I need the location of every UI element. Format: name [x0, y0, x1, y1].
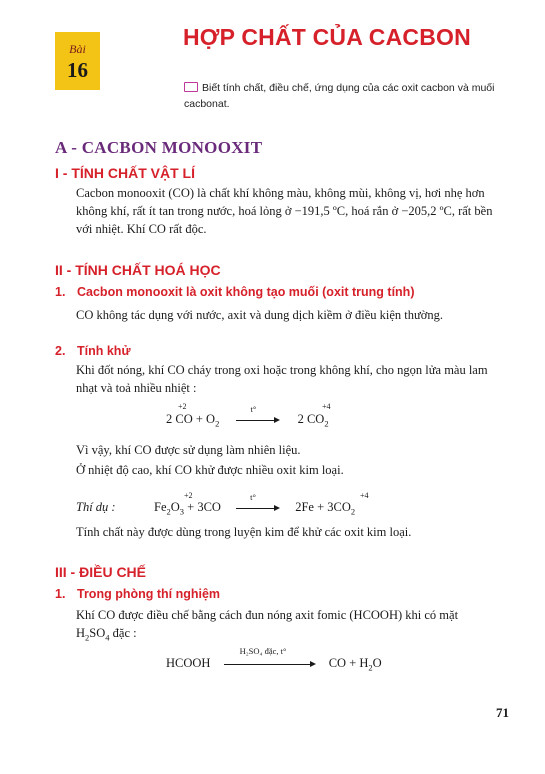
lesson-number: 16 — [67, 58, 88, 82]
objective — [184, 80, 504, 112]
oxidation-state: +2 — [178, 402, 187, 411]
sub-number: 1. — [55, 587, 66, 601]
formula: O — [372, 656, 382, 670]
text-reduce: Ở nhiệt độ cao, khí CO khử được nhiều oxit kim loại. — [76, 463, 344, 477]
coefficient: + 3 — [187, 500, 204, 514]
lesson-badge — [55, 32, 100, 90]
equation-right: 2Fe + 3 — [295, 500, 334, 514]
page-title: HỢP CHẤT CỦA CACBON — [183, 24, 471, 50]
sub-heading-2-1 — [55, 285, 414, 299]
oxidation-state: +2 — [184, 491, 193, 500]
subscript: 2 — [166, 506, 171, 517]
text: đặc : — [109, 626, 137, 640]
subscript: 2 — [215, 418, 220, 429]
objective-text: Biết tính chất, điều chế, ứng dụng của các oxit cacbon và muối cacbonat. — [184, 82, 495, 110]
reaction-condition: t° — [250, 404, 257, 414]
equation-left: 2 CO + O — [166, 412, 216, 426]
equation-left: HCOOH — [166, 656, 211, 670]
lesson-label: Bài — [69, 42, 86, 56]
folder-icon — [184, 82, 198, 92]
section-2-heading: II - TÍNH CHẤT HOÁ HỌC — [55, 262, 221, 278]
formula: CO — [203, 500, 221, 514]
equation-2 — [76, 492, 356, 517]
sub-2-2-text: Khi đốt nóng, khí CO cháy trong oxi hoặc trong không khí, cho ngọn lửa màu lam nhạt và toả nhiều nhiệt : — [76, 363, 488, 395]
formula: O — [170, 500, 180, 514]
formula: CO — [333, 500, 351, 514]
sub-title: Tính khử — [77, 344, 131, 358]
equation-3 — [166, 646, 382, 673]
equation-right: 2 CO — [297, 412, 325, 426]
section-1-heading: I - TÍNH CHẤT VẬT LÍ — [55, 165, 195, 181]
text-line — [76, 624, 508, 647]
sub-number: 2. — [55, 344, 66, 358]
subscript: 4 — [105, 632, 110, 643]
text-metallurgy: Tính chất này được dùng trong luyện kim để khử các oxit kim loại. — [76, 525, 412, 539]
formula: Fe — [154, 500, 167, 514]
subscript: 2 — [350, 506, 356, 517]
section-1-text: Cacbon monooxit (CO) là chất khí không màu, không mùi, không vị, hơi nhẹ hơn không khí, rất ít tan trong nước, hoá lỏng ở −191,5 ºC, hoá rắn ở −205,2 ºC, rất bền với nhiệt. Khí CO rất độc. — [76, 186, 493, 236]
sub-title: Cacbon monooxit là oxit không tạo muối (oxit trung tính) — [77, 285, 415, 299]
sub-number: 1. — [55, 285, 66, 299]
reaction-condition: H₂SO₄ đặc, t° — [239, 646, 287, 656]
arrow-icon — [236, 415, 280, 425]
arrow-icon — [236, 503, 280, 513]
oxidation-state: +4 — [360, 491, 369, 500]
section-3-text — [76, 606, 508, 647]
formula: SO — [89, 626, 106, 640]
section-3-heading: III - ĐIỀU CHẾ — [55, 564, 147, 580]
oxidation-state: +4 — [322, 402, 331, 411]
sub-title: Trong phòng thí nghiệm — [77, 587, 221, 601]
section-a-heading: A - CACBON MONOOXIT — [55, 138, 263, 157]
subscript: 2 — [368, 662, 373, 673]
subscript: 3 — [179, 506, 185, 517]
example-label: Thí dụ : — [76, 500, 116, 514]
subscript: 2 — [324, 418, 329, 429]
page-number: 71 — [496, 705, 509, 720]
text-line: Khí CO được điều chế bằng cách đun nóng axit fomic (HCOOH) khi có mặt — [76, 608, 459, 622]
text-fuel: Vì vậy, khí CO được sử dụng làm nhiên liệu. — [76, 443, 301, 457]
sub-heading-2-2 — [55, 344, 131, 358]
sub-heading-3-1 — [55, 587, 220, 601]
equation-1 — [166, 404, 329, 429]
reaction-condition: t° — [250, 492, 256, 502]
formula: H — [76, 626, 86, 640]
equation-right: CO + H — [328, 656, 369, 670]
arrow-icon — [224, 659, 316, 669]
sub-2-1-text: CO không tác dụng với nước, axit và dung dịch kiềm ở điều kiện thường. — [76, 308, 444, 322]
subscript: 2 — [85, 632, 90, 643]
